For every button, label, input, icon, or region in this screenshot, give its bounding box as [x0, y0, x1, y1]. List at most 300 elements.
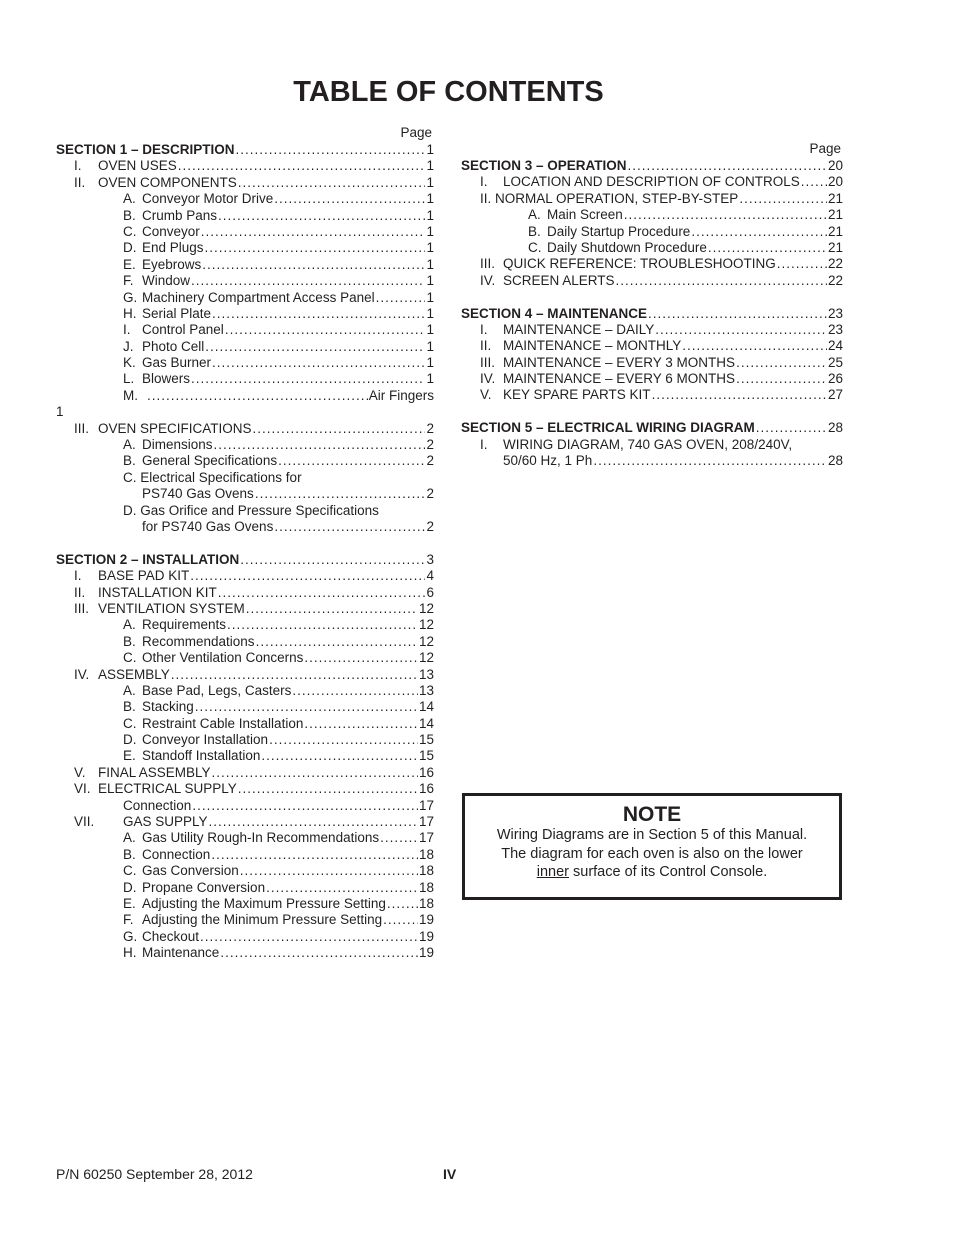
toc-entry-title: ELECTRICAL SUPPLY: [98, 781, 237, 797]
toc-entry: [56, 585, 434, 601]
toc-entry-number: I.: [480, 436, 488, 452]
toc-entry-title: D. Gas Orifice and Pressure Specifications: [123, 502, 379, 518]
note-line-3-rest: surface of its Control Console.: [568, 864, 768, 880]
toc-entry: [461, 322, 843, 338]
toc-dot-leader: [256, 634, 418, 650]
toc-dot-leader: [205, 339, 425, 355]
toc-entry-number: I.: [74, 158, 82, 174]
toc-right-entries: [461, 158, 843, 469]
toc-entry-title: OVEN USES: [98, 158, 177, 174]
toc-entry: [56, 322, 434, 338]
toc-dot-leader: [736, 355, 827, 371]
toc-dot-leader: [652, 387, 827, 403]
page-column-label: Page: [809, 141, 841, 156]
toc-page-number: 2: [426, 453, 434, 469]
toc-entry-number: IV.: [74, 666, 90, 682]
toc-entry: [461, 224, 843, 240]
toc-entry-number: C.: [123, 715, 137, 731]
toc-entry-number: B.: [123, 453, 136, 469]
toc-page-number: 17: [418, 797, 434, 813]
toc-page-number: 21: [827, 190, 843, 206]
toc-dot-leader: [274, 519, 425, 535]
toc-dot-leader: [376, 290, 426, 306]
toc-entry-number: V.: [74, 764, 86, 780]
toc-page-number: 2: [426, 518, 434, 534]
toc-entry-title: 1: [56, 404, 64, 420]
toc-entry-title: MAINTENANCE – EVERY 6 MONTHS: [503, 371, 736, 387]
toc-page-number: 3: [426, 551, 434, 567]
toc-dot-leader: [227, 617, 418, 633]
toc-entry-title: Connection: [123, 797, 192, 813]
toc-dot-leader: [214, 437, 426, 453]
toc-entry-title: Checkout: [142, 928, 200, 944]
toc-spacer: [461, 289, 843, 305]
toc-dot-leader: [736, 371, 827, 387]
toc-entry-title: Gas Burner: [142, 355, 212, 371]
toc-page-number: 6: [426, 584, 434, 600]
toc-entry: [56, 519, 434, 535]
toc-entry-number: I.: [480, 174, 488, 190]
toc-entry-number: J.: [123, 338, 134, 354]
toc-entry: [56, 175, 434, 191]
toc-page-number: 23: [827, 321, 843, 337]
toc-entry-number: III.: [480, 256, 496, 272]
toc-dot-leader: [304, 650, 418, 666]
toc-entry-title: General Specifications: [142, 453, 278, 469]
toc-entry: [56, 404, 434, 420]
toc-entry: [56, 290, 434, 306]
toc-entry: [56, 634, 434, 650]
toc-entry-title: VENTILATION SYSTEM: [98, 600, 245, 616]
toc-page-number: 22: [827, 256, 843, 272]
toc-entry-number: B.: [123, 846, 136, 862]
toc-page-number: 16: [418, 781, 434, 797]
toc-entry: [56, 699, 434, 715]
toc-entry-title: GAS SUPPLY: [123, 814, 208, 830]
toc-dot-leader: [380, 830, 418, 846]
toc-entry-number: V.: [480, 387, 492, 403]
toc-dot-leader: [240, 863, 418, 879]
toc-entry-number: F.: [123, 912, 134, 928]
toc-page-number: 20: [827, 158, 843, 173]
toc-entry-number: D.: [123, 732, 137, 748]
toc-entry-number: II.: [480, 338, 492, 354]
toc-entry-number: A.: [123, 682, 136, 698]
toc-entry: [56, 814, 434, 830]
toc-entry-title: KEY SPARE PARTS KIT: [503, 387, 651, 403]
toc-page-number: 23: [827, 305, 843, 321]
toc-dot-leader: [211, 847, 418, 863]
toc-entry: [56, 453, 434, 469]
toc-entry: [461, 453, 843, 469]
toc-dot-leader: [648, 306, 827, 322]
toc-spacer: [56, 535, 434, 551]
toc-page-number: 28: [827, 420, 843, 436]
toc-page-number: 1: [426, 174, 434, 190]
toc-entry: [56, 732, 434, 748]
toc-page-number: 12: [418, 600, 434, 616]
toc-dot-leader: [269, 732, 418, 748]
toc-entry-number: B.: [123, 633, 136, 649]
toc-page-number: 18: [418, 895, 434, 911]
toc-entry-title: Gas Utility Rough-In Recommendations: [142, 830, 380, 846]
toc-entry-title: SECTION 1 – DESCRIPTION: [56, 142, 235, 157]
toc-entry-number: II.: [74, 174, 86, 190]
toc-entry-title: for PS740 Gas Ovens: [142, 518, 274, 534]
toc-entry-title: Base Pad, Legs, Casters: [142, 682, 292, 698]
toc-dot-leader: [383, 912, 418, 928]
toc-dot-leader: [292, 683, 418, 699]
toc-entry: [56, 568, 434, 584]
toc-entry: [56, 765, 434, 781]
toc-page-number: 18: [418, 846, 434, 862]
toc-page-number: 1: [426, 371, 434, 387]
toc-dot-leader: [190, 568, 425, 584]
toc-page-number: 21: [827, 223, 843, 239]
toc-entry-title: Photo Cell: [142, 338, 205, 354]
toc-entry-title: Window: [142, 273, 191, 289]
toc-entry-title: OVEN COMPONENTS: [98, 174, 237, 190]
toc-entry-title: Adjusting the Minimum Pressure Setting: [142, 912, 383, 928]
toc-entry-number: G.: [123, 289, 138, 305]
toc-entry: [56, 273, 434, 289]
toc-entry-number: A.: [123, 830, 136, 846]
toc-entry-title: Blowers: [142, 371, 191, 387]
toc-entry: [56, 503, 434, 519]
toc-entry: [56, 617, 434, 633]
toc-dot-leader: [278, 453, 425, 469]
toc-entry-title: MAINTENANCE – MONTHLY: [503, 338, 682, 354]
toc-entry-number: M.: [123, 387, 138, 403]
toc-left-entries: [56, 142, 434, 962]
toc-page-number: 24: [827, 338, 843, 354]
toc-entry-title: Maintenance: [142, 945, 220, 961]
toc-dot-leader: [171, 667, 418, 683]
toc-dot-leader: [192, 798, 418, 814]
toc-entry-title: SECTION 5 – ELECTRICAL WIRING DIAGRAM: [461, 420, 755, 436]
toc-entry-title: C. Electrical Specifications for: [123, 469, 302, 485]
toc-entry: [56, 716, 434, 732]
toc-dot-leader: [253, 421, 426, 437]
toc-dot-leader: [212, 355, 425, 371]
toc-dot-leader: [191, 273, 425, 289]
toc-page-number: 15: [418, 748, 434, 764]
toc-entry-title: Conveyor Installation: [142, 732, 269, 748]
toc-page-number: 1: [426, 355, 434, 371]
toc-entry-number: G.: [123, 928, 138, 944]
toc-dot-leader: [628, 158, 827, 174]
toc-dot-leader: [195, 699, 418, 715]
toc-entry: [56, 339, 434, 355]
toc-dot-leader: [691, 224, 827, 240]
toc-entry-title: Serial Plate: [142, 305, 212, 321]
toc-dot-leader: [624, 207, 827, 223]
toc-entry: [56, 912, 434, 928]
toc-entry-title: SCREEN ALERTS: [503, 272, 615, 288]
toc-dot-leader: [274, 191, 425, 207]
toc-entry-number: A.: [123, 191, 136, 207]
toc-entry: [56, 306, 434, 322]
toc-dot-leader: [682, 338, 827, 354]
toc-dot-leader: [255, 486, 426, 502]
toc-entry-title: QUICK REFERENCE: TROUBLESHOOTING: [503, 256, 776, 272]
toc-entry-title: SECTION 4 – MAINTENANCE: [461, 305, 648, 321]
toc-page-number: 1: [426, 322, 434, 338]
toc-section-heading: [461, 420, 843, 436]
toc-entry-number: B.: [123, 207, 136, 223]
toc-entry-title: WIRING DIAGRAM, 740 GAS OVEN, 208/240V,: [503, 436, 793, 452]
toc-entry-number: C.: [123, 223, 137, 239]
toc-dot-leader: [205, 240, 426, 256]
toc-dot-leader: [655, 322, 827, 338]
note-line-2: The diagram for each oven is also on the lower: [501, 845, 803, 862]
toc-entry-number: III.: [74, 420, 90, 436]
toc-entry-title: II. NORMAL OPERATION, STEP-BY-STEP: [480, 190, 739, 206]
toc-entry-number: VI.: [74, 781, 91, 797]
toc-entry: [56, 601, 434, 617]
toc-entry: [461, 387, 843, 403]
toc-entry: [461, 338, 843, 354]
toc-entry-number: E.: [123, 256, 136, 272]
toc-page-number: 14: [418, 699, 434, 715]
toc-entry-title: 50/60 Hz, 1 Ph: [503, 453, 593, 469]
toc-entry-title: Eyebrows: [142, 256, 202, 272]
toc-dot-leader: [266, 880, 418, 896]
toc-entry-number: E.: [123, 895, 136, 911]
toc-entry-title: Crumb Pans: [142, 207, 218, 223]
toc-page-number: 21: [827, 207, 843, 223]
page-title: TABLE OF CONTENTS: [293, 76, 604, 108]
toc-entry: [461, 355, 843, 371]
toc-page-number: 12: [418, 650, 434, 666]
toc-dot-leader: [201, 224, 426, 240]
toc-dot-leader: [240, 552, 425, 568]
toc-entry: [56, 421, 434, 437]
toc-entry-title: Propane Conversion: [142, 879, 266, 895]
toc-dot-leader: [218, 208, 425, 224]
toc-entry-number: I.: [123, 322, 131, 338]
toc-entry: [56, 470, 434, 486]
toc-entry: [461, 256, 843, 272]
toc-entry: [461, 174, 843, 190]
toc-page-number: 1: [426, 338, 434, 354]
toc-entry-number: D.: [123, 879, 137, 895]
toc-entry: [461, 437, 843, 453]
toc-dot-leader: [238, 175, 426, 191]
toc-entry-number: A.: [123, 437, 136, 453]
toc-dot-leader: [218, 585, 426, 601]
toc-dot-leader: [756, 420, 827, 436]
toc-page-number: 19: [418, 945, 434, 961]
toc-entry: [461, 240, 843, 256]
toc-page-number: Air Fingers: [368, 387, 434, 403]
toc-entry-title: Conveyor Motor Drive: [142, 191, 274, 207]
toc-page-number: 21: [827, 239, 843, 255]
page-column-label: Page: [400, 125, 432, 140]
toc-dot-leader: [739, 191, 827, 207]
toc-dot-leader: [220, 945, 418, 961]
toc-dot-leader: [225, 322, 426, 338]
toc-entry-title: Dimensions: [142, 437, 213, 453]
toc-page-number: 28: [827, 453, 843, 469]
toc-entry-number: D.: [123, 240, 137, 256]
toc-entry-title: SECTION 2 – INSTALLATION: [56, 551, 240, 567]
toc-section-heading: [461, 306, 843, 322]
toc-page-number: 22: [827, 272, 843, 288]
note-title: NOTE: [622, 803, 682, 826]
toc-page-number: 1: [426, 240, 434, 256]
toc-entry-number: VII.: [74, 814, 95, 830]
toc-page-number: 14: [418, 715, 434, 731]
toc-page-number: 15: [418, 732, 434, 748]
toc-entry: [56, 683, 434, 699]
toc-entry-number: H.: [123, 945, 137, 961]
toc-dot-leader: [212, 306, 425, 322]
toc-page-number: 1: [426, 207, 434, 223]
toc-entry-title: SECTION 3 – OPERATION: [461, 158, 627, 173]
toc-entry-number: K.: [123, 355, 136, 371]
toc-entry-number: A.: [528, 207, 541, 223]
toc-page-number: 19: [418, 912, 434, 928]
toc-page-number: 2: [426, 420, 434, 436]
toc-entry-number: B.: [528, 223, 541, 239]
toc-entry: [56, 863, 434, 879]
toc-dot-leader: [616, 273, 827, 289]
footer-page-number: IV: [443, 1166, 457, 1182]
toc-dot-leader: [246, 601, 418, 617]
toc-entry: [56, 355, 434, 371]
toc-entry-title: Requirements: [142, 617, 227, 633]
toc-entry-title: Restraint Cable Installation: [142, 715, 304, 731]
toc-dot-leader: [202, 257, 425, 273]
toc-page-number: 1: [426, 191, 434, 207]
toc-page-number: 26: [827, 371, 843, 387]
toc-page-number: 1: [426, 158, 434, 174]
toc-entry: [56, 388, 434, 404]
toc-entry-number: III.: [74, 600, 90, 616]
toc-entry-number: E.: [123, 748, 136, 764]
note-line-3: [465, 863, 839, 882]
toc-entry-title: Other Ventilation Concerns: [142, 650, 304, 666]
toc-dot-leader: [209, 814, 418, 830]
toc-page-number: 25: [827, 354, 843, 370]
toc-entry: [56, 371, 434, 387]
toc-entry: [461, 207, 843, 223]
toc-entry: [56, 798, 434, 814]
toc-entry-title: Conveyor: [142, 223, 200, 239]
toc-entry-title: INSTALLATION KIT: [98, 584, 217, 600]
toc-entry-title: LOCATION AND DESCRIPTION OF CONTROLS: [503, 174, 800, 190]
toc-entry-title: Main Screen: [547, 207, 623, 223]
toc-entry: [56, 208, 434, 224]
toc-entry: [56, 667, 434, 683]
toc-page-number: 17: [418, 814, 434, 830]
toc-page-number: 18: [418, 879, 434, 895]
toc-entry: [56, 748, 434, 764]
toc-entry-title: End Plugs: [142, 240, 204, 256]
toc-dot-leader: [777, 256, 827, 272]
toc-section-heading: [56, 142, 434, 158]
toc-entry-title: Daily Shutdown Procedure: [547, 239, 707, 255]
toc-entry-title: Connection: [142, 846, 211, 862]
toc-page-number: 20: [827, 174, 843, 190]
toc-dot-leader: [387, 896, 418, 912]
toc-dot-leader: [212, 765, 418, 781]
toc-page-number: 1: [426, 289, 434, 305]
toc-entry-number: L.: [123, 371, 135, 387]
toc-dot-leader: [147, 388, 368, 404]
toc-entry-number: C.: [528, 239, 542, 255]
toc-dot-leader: [238, 781, 418, 797]
toc-entry-title: BASE PAD KIT: [98, 568, 190, 584]
toc-entry-title: FINAL ASSEMBLY: [98, 764, 211, 780]
toc-entry-number: B.: [123, 699, 136, 715]
toc-entry-number: I.: [480, 321, 488, 337]
toc-spacer: [461, 404, 843, 420]
toc-entry-number: I.: [74, 568, 82, 584]
note-box: [462, 793, 842, 900]
toc-page-number: 18: [418, 863, 434, 879]
toc-dot-leader: [801, 174, 827, 190]
footer-part-number-date: P/N 60250 September 28, 2012: [56, 1166, 253, 1182]
toc-entry-number: C.: [123, 650, 137, 666]
toc-entry: [56, 830, 434, 846]
toc-entry: [56, 437, 434, 453]
toc-page-number: 12: [418, 633, 434, 649]
toc-page-number: 1: [426, 256, 434, 272]
toc-entry-number: F.: [123, 273, 134, 289]
toc-right-column: [461, 140, 843, 469]
toc-entry: [56, 896, 434, 912]
toc-entry-title: Recommendations: [142, 633, 255, 649]
toc-page-number: 2: [426, 486, 434, 502]
toc-page-number: 16: [418, 764, 434, 780]
toc-page-number: 1: [426, 305, 434, 321]
toc-entry-number: H.: [123, 305, 137, 321]
toc-entry: [56, 224, 434, 240]
toc-entry-title: Gas Conversion: [142, 863, 239, 879]
toc-entry-title: Stacking: [142, 699, 194, 715]
toc-entry-title: PS740 Gas Ovens: [142, 486, 254, 502]
toc-entry: [56, 929, 434, 945]
toc-entry-title: OVEN SPECIFICATIONS: [98, 420, 252, 436]
toc-dot-leader: [261, 748, 418, 764]
toc-dot-leader: [178, 158, 426, 174]
toc-entry: [56, 945, 434, 961]
toc-entry-number: IV.: [480, 272, 496, 288]
toc-entry-number: A.: [123, 617, 136, 633]
toc-entry-number: II.: [74, 584, 86, 600]
toc-page-number: 27: [827, 387, 843, 403]
toc-dot-leader: [304, 716, 418, 732]
toc-section-heading: [461, 158, 843, 174]
toc-entry: [461, 273, 843, 289]
toc-entry: [461, 371, 843, 387]
toc-entry-title: Control Panel: [142, 322, 224, 338]
toc-page-number: 1: [426, 142, 434, 157]
toc-entry: [56, 650, 434, 666]
toc-dot-leader: [236, 142, 426, 158]
toc-entry-title: Adjusting the Maximum Pressure Setting: [142, 895, 386, 911]
toc-entry: [56, 191, 434, 207]
toc-entry: [56, 880, 434, 896]
toc-entry: [56, 158, 434, 174]
toc-entry-title: Machinery Compartment Access Panel: [142, 289, 375, 305]
toc-page-number: 19: [418, 928, 434, 944]
toc-entry-number: IV.: [480, 371, 496, 387]
toc-entry: [56, 240, 434, 256]
toc-entry-title: MAINTENANCE – DAILY: [503, 321, 655, 337]
